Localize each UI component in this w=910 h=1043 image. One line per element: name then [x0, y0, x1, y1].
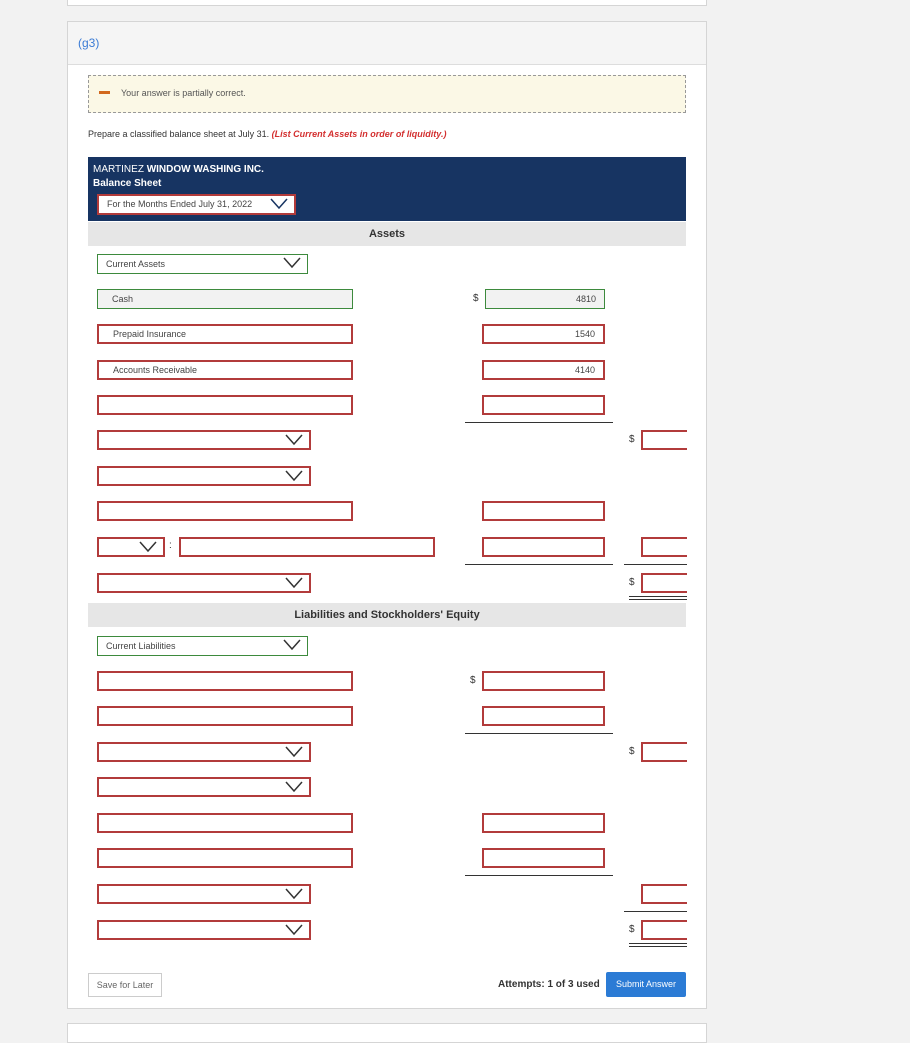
assets-band: Assets: [88, 222, 686, 246]
total-current-liabilities-select[interactable]: [97, 742, 311, 762]
instruction-emphasis: (List Current Assets in order of liquidity.): [271, 129, 447, 139]
equity-account-input[interactable]: [97, 813, 353, 833]
contra-amount-input[interactable]: [482, 537, 605, 557]
chevron-down-icon: [285, 924, 303, 936]
chevron-down-icon: [270, 198, 288, 210]
total-liabilities-equity-select[interactable]: [97, 920, 311, 940]
liability-account-input-2[interactable]: [97, 706, 353, 726]
dollar-sign: $: [629, 746, 635, 757]
subtotal-line: [465, 733, 613, 734]
feedback-message: Your answer is partially correct.: [121, 88, 246, 98]
asset-amount-input-2[interactable]: [482, 501, 605, 521]
statement-title: Balance Sheet: [93, 178, 162, 189]
chevron-down-icon: [283, 639, 301, 651]
double-underline: [629, 943, 687, 944]
subtotal-line: [465, 564, 613, 565]
total-current-assets-select[interactable]: [97, 430, 311, 450]
statement-header: [88, 157, 686, 221]
separator: :: [169, 540, 172, 551]
dollar-sign: $: [473, 293, 479, 304]
double-underline: [629, 946, 687, 947]
liabilities-band: Liabilities and Stockholders' Equity: [88, 603, 686, 627]
liability-amount-input[interactable]: [482, 671, 605, 691]
asset-category-select[interactable]: Current Assets: [97, 254, 308, 274]
dollar-sign: $: [629, 924, 635, 935]
feedback-banner: [88, 75, 686, 113]
net-amount-input[interactable]: [641, 537, 687, 557]
instruction: [88, 129, 446, 139]
cash-account-input[interactable]: Cash: [97, 289, 353, 309]
subtotal-line: [465, 422, 613, 423]
chevron-down-icon: [285, 577, 303, 589]
subtotal-line: [624, 911, 687, 912]
subtotal-line: [624, 564, 687, 565]
accounts-receivable-amount-input[interactable]: 4140: [482, 360, 605, 380]
liability-amount-input-2[interactable]: [482, 706, 605, 726]
dollar-sign: $: [470, 675, 476, 686]
asset-amount-input[interactable]: [482, 395, 605, 415]
double-underline: [629, 599, 687, 600]
equity-category-select[interactable]: [97, 777, 311, 797]
question-label: (g3): [78, 36, 100, 50]
equity-amount-input[interactable]: [482, 813, 605, 833]
chevron-down-icon: [285, 434, 303, 446]
asset-account-input[interactable]: [97, 395, 353, 415]
total-assets-select[interactable]: [97, 573, 311, 593]
prepaid-insurance-amount-input[interactable]: 1540: [482, 324, 605, 344]
liability-category-select[interactable]: Current Liabilities: [97, 636, 308, 656]
total-equity-input[interactable]: [641, 884, 687, 904]
chevron-down-icon: [285, 781, 303, 793]
dollar-sign: $: [629, 577, 635, 588]
equity-account-input-2[interactable]: [97, 848, 353, 868]
company-name: MARTINEZ WINDOW WASHING INC.: [93, 164, 264, 175]
accounts-receivable-account-input[interactable]: Accounts Receivable: [97, 360, 353, 380]
contra-account-input[interactable]: [179, 537, 435, 557]
prepaid-insurance-account-input[interactable]: Prepaid Insurance: [97, 324, 353, 344]
chevron-down-icon: [285, 470, 303, 482]
total-liabilities-equity-input[interactable]: [641, 920, 687, 940]
total-equity-select[interactable]: [97, 884, 311, 904]
less-select[interactable]: [97, 537, 165, 557]
instruction-text: Prepare a classified balance sheet at July 31.: [88, 129, 270, 139]
cash-amount-input[interactable]: 4810: [485, 289, 605, 309]
previous-card: [67, 0, 707, 6]
double-underline: [629, 596, 687, 597]
liability-account-input[interactable]: [97, 671, 353, 691]
total-current-assets-input[interactable]: [641, 430, 687, 450]
total-assets-input[interactable]: [641, 573, 687, 593]
submit-answer-button[interactable]: Submit Answer: [606, 972, 686, 997]
asset-category-select-2[interactable]: [97, 466, 311, 486]
period-select[interactable]: For the Months Ended July 31, 2022: [97, 194, 296, 215]
chevron-down-icon: [285, 746, 303, 758]
chevron-down-icon: [283, 257, 301, 269]
chevron-down-icon: [285, 888, 303, 900]
total-current-liabilities-input[interactable]: [641, 742, 687, 762]
attempts-text: Attempts: 1 of 3 used: [498, 979, 600, 990]
partial-correct-icon: [99, 91, 110, 94]
chevron-down-icon: [139, 541, 157, 553]
dollar-sign: $: [629, 434, 635, 445]
equity-amount-input-2[interactable]: [482, 848, 605, 868]
subtotal-line: [465, 875, 613, 876]
next-card: [67, 1023, 707, 1043]
asset-account-input-2[interactable]: [97, 501, 353, 521]
question-header: [68, 22, 706, 65]
save-for-later-button[interactable]: Save for Later: [88, 973, 162, 997]
